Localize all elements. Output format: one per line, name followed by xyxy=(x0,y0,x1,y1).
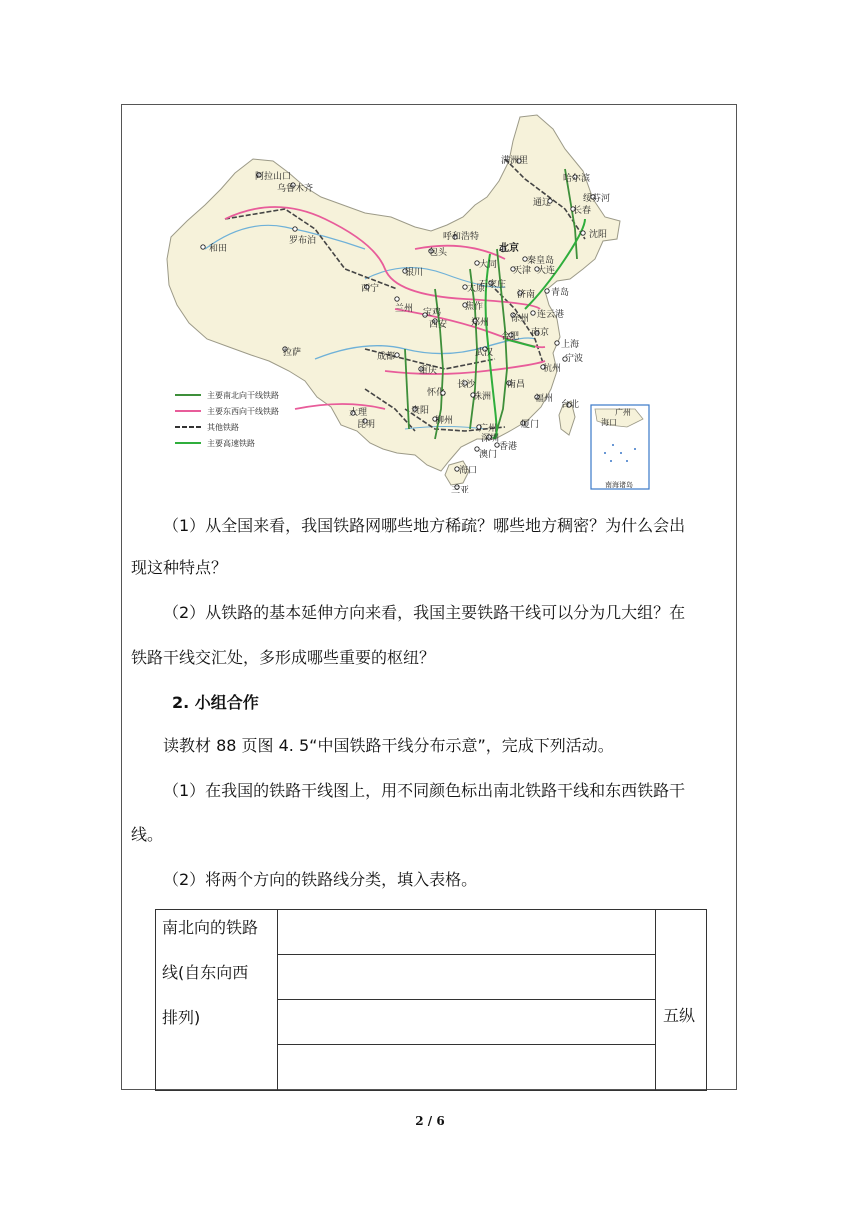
city-label: 杭州 xyxy=(543,364,562,374)
section-heading: 2. 小组合作 xyxy=(172,693,259,712)
legend-label: 主要东西向干线铁路 xyxy=(207,407,279,416)
table-row[interactable] xyxy=(277,999,656,1045)
city-label: 郑州 xyxy=(471,318,490,328)
city-label: 秦皇岛 xyxy=(527,256,555,266)
city-label: 绥芬河 xyxy=(583,194,611,204)
city-label: 厦门 xyxy=(521,420,540,430)
table-side-label: 五纵 xyxy=(663,1006,696,1025)
city-label: 焦作 xyxy=(465,302,484,312)
question-2-line-2: 铁路干线交汇处，多形成哪些重要的枢纽？ xyxy=(131,648,436,667)
table-header-cell xyxy=(155,909,278,1091)
city-label: 上海 xyxy=(561,340,580,350)
city-label: 深圳 xyxy=(481,434,500,444)
city-label: 天津 xyxy=(513,266,532,276)
city-label: 大同 xyxy=(479,260,498,270)
city-label: 柳州 xyxy=(435,416,454,426)
city-label: 大连 xyxy=(537,266,556,276)
city-label: 通辽 xyxy=(533,198,552,208)
city-label: 怀化 xyxy=(427,388,446,398)
inset-city-label: 海口 xyxy=(601,418,617,427)
city-label: 贵阳 xyxy=(411,406,430,416)
city-label: 宝鸡 xyxy=(423,308,442,318)
table-side-cell xyxy=(655,909,707,1091)
table-row[interactable] xyxy=(277,909,656,955)
city-label: 武汉 xyxy=(475,348,494,358)
activity-1-line-2: 线。 xyxy=(131,825,164,844)
table-header-line-1: 南北向的铁路 xyxy=(162,918,259,937)
table-row[interactable] xyxy=(277,1044,656,1091)
city-label: 徐州 xyxy=(511,314,530,324)
city-label: 海口 xyxy=(459,466,478,476)
city-label: 福州 xyxy=(535,394,554,404)
city-label: 三亚 xyxy=(451,486,470,493)
city-label: 长春 xyxy=(573,206,592,216)
railway-map xyxy=(165,109,653,493)
question-2-line-1: （2）从铁路的基本延伸方向来看，我国主要铁路干线可以分为几大组？在 xyxy=(163,603,686,622)
city-label: 北京 xyxy=(499,243,519,254)
city-label: 西宁 xyxy=(361,284,380,294)
city-label: 昆明 xyxy=(357,420,376,430)
railway-table xyxy=(155,909,707,1091)
city-label: 呼和浩特 xyxy=(443,232,480,242)
city-label: 包头 xyxy=(429,248,448,258)
railway-map-svg xyxy=(165,109,653,493)
city-label: 银川 xyxy=(405,268,424,278)
activity-1-line-1: （1）在我国的铁路干线图上，用不同颜色标出南北铁路干线和东西铁路干 xyxy=(163,781,686,800)
activity-2: （2）将两个方向的铁路线分类，填入表格。 xyxy=(163,870,478,889)
legend-label: 其他铁路 xyxy=(207,423,239,432)
city-label: 哈尔滨 xyxy=(563,174,591,184)
city-label: 长沙 xyxy=(457,380,476,390)
city-label: 连云港 xyxy=(537,310,565,320)
south-sea-inset xyxy=(591,405,649,489)
city-label: 合肥 xyxy=(501,332,520,342)
city-label: 和田 xyxy=(209,244,228,254)
city-label: 香港 xyxy=(499,442,518,452)
city-label: 青岛 xyxy=(551,288,570,298)
city-label: 满洲里 xyxy=(501,156,529,166)
question-1-line-1: （1）从全国来看，我国铁路网哪些地方稀疏？哪些地方稠密？为什么会出 xyxy=(163,516,686,535)
city-label: 台北 xyxy=(561,400,580,410)
question-1-line-2: 现这种特点？ xyxy=(131,558,228,577)
city-label: 大理 xyxy=(349,408,368,418)
legend-label: 主要南北向干线铁路 xyxy=(207,391,279,400)
city-label: 澳门 xyxy=(479,450,498,460)
table-header-line-3: 排列) xyxy=(162,1008,201,1027)
city-label: 乌鲁木齐 xyxy=(277,184,314,194)
inset-city-label: 广州 xyxy=(615,408,631,417)
city-label: 重庆 xyxy=(419,366,438,376)
intro-text: 读教材 88 页图 4. 5“中国铁路干线分布示意”，完成下列活动。 xyxy=(163,736,614,755)
city-label: 成都 xyxy=(377,352,396,362)
city-label: 济南 xyxy=(517,290,536,300)
table-row[interactable] xyxy=(277,954,656,1000)
city-label: 广州 xyxy=(479,424,498,434)
legend-label: 主要高速铁路 xyxy=(207,439,255,448)
city-label: 阿拉山口 xyxy=(255,172,292,182)
page-number: 2 / 6 xyxy=(415,1114,445,1128)
city-label: 沈阳 xyxy=(589,230,608,240)
city-label: 太原 xyxy=(467,284,486,294)
table-header-line-2: 线(自东向西 xyxy=(162,963,249,982)
city-label: 兰州 xyxy=(395,304,414,314)
city-label: 南昌 xyxy=(507,380,526,390)
city-label: 西安 xyxy=(429,320,448,330)
city-label: 罗布泊 xyxy=(289,236,317,246)
city-label: 株洲 xyxy=(473,392,492,402)
city-label: 宁波 xyxy=(565,354,584,364)
inset-label: 南海诸岛 xyxy=(605,481,633,489)
city-label: 南京 xyxy=(531,328,550,338)
city-label: 石家庄 xyxy=(479,280,507,290)
city-label: 拉萨 xyxy=(283,348,302,358)
